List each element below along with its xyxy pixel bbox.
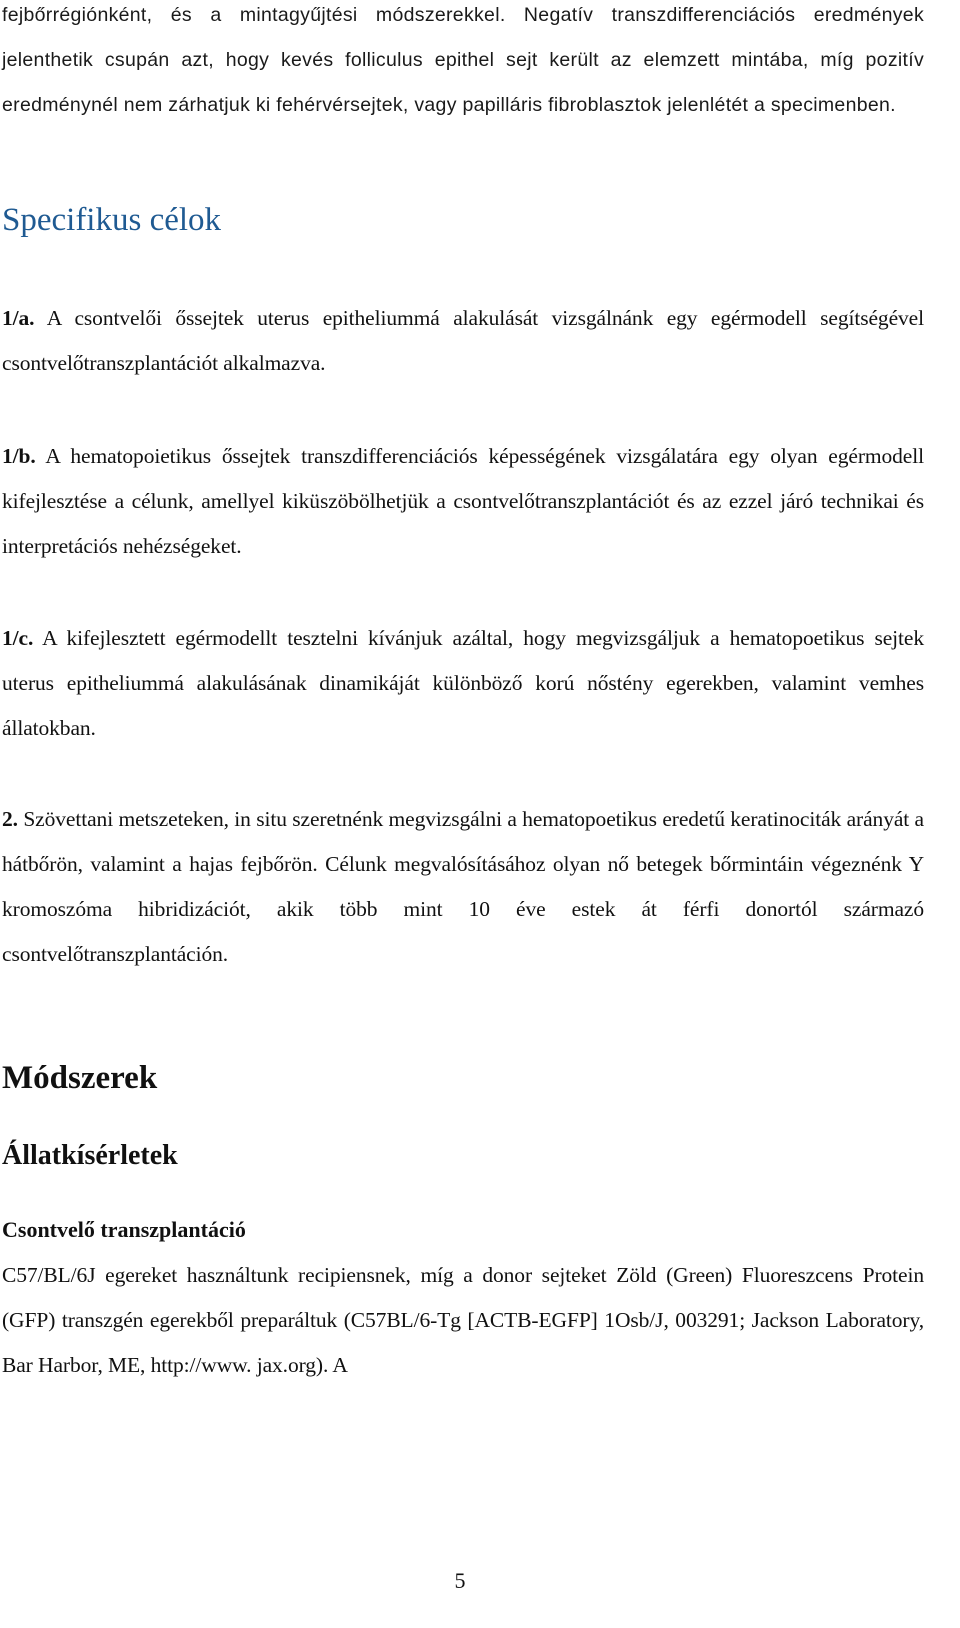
aim-2-paragraph bbox=[2, 797, 924, 977]
aim-2-text: Szövettani metszeteken, in situ szeretnénk megvizsgálni a hematopoetikus eredetű keratinociták arányát a hátbőrön, valamint a hajas fejbőrön. Célunk megvalósításához olyan nő betegek bőrmintáin végeznénk Y kromoszóma hibridizációt, akik több mint 10 éve estek át férfi donortól származó csontvelőtranszplantáción. bbox=[2, 807, 924, 966]
aim-1a-paragraph bbox=[2, 296, 924, 386]
page-number: 5 bbox=[454, 1568, 466, 1593]
aim-1c-paragraph bbox=[2, 616, 924, 751]
aim-2-label: 2. bbox=[2, 807, 18, 831]
aim-1b-text: A hematopoietikus őssejtek transzdifferenciációs képességének vizsgálatára egy olyan egérmodell kifejlesztése a célunk, amellyel kiküszöbölhetjük a csontvelőtranszplantációt és az ezzel járó technikai és interpretációs nehézségeket. bbox=[2, 444, 925, 558]
methods-heading: Módszerek bbox=[2, 1060, 158, 1096]
specific-aims-heading: Specifikus célok bbox=[2, 202, 222, 238]
methods-paragraph: C57/BL/6J egereket használtunk recipiensnek, míg a donor sejteket Zöld (Green) Fluoreszcens Protein (GFP) transzgén egerekből preparáltuk (C57BL/6-Tg [ACTB-EGFP] 1Osb/J, 003291; Jackson Laboratory, Bar Harbor, ME, http://www. jax.org). A bbox=[2, 1263, 924, 1377]
aim-1c-label: 1/c. bbox=[2, 626, 34, 650]
aim-1b-label: 1/b. bbox=[2, 444, 36, 468]
bone-marrow-transplant-heading: Csontvelő transzplantáció bbox=[2, 1217, 246, 1242]
intro-paragraph: fejbőrrégiónként, és a mintagyűjtési módszerekkel. Negatív transzdifferenciációs eredmények jelenthetik csupán azt, hogy kevés folliculus epithel sejt került az elemzett mintába, míg pozitív eredménynél nem zárhatjuk ki fehérvérsejtek, vagy papilláris fibroblasztok jelenlétét a specimenben. bbox=[2, 4, 924, 116]
aim-1a-text: A csontvelői őssejtek uterus epitheliummá alakulását vizsgálnánk egy egérmodell segítségével csontvelőtranszplantációt alkalmazva. bbox=[2, 306, 924, 375]
aim-1a-label: 1/a. bbox=[2, 306, 35, 330]
aim-1b-paragraph bbox=[2, 434, 924, 569]
animal-experiments-heading: Állatkísérletek bbox=[2, 1140, 178, 1171]
aim-1c-text: A kifejlesztett egérmodellt tesztelni kívánjuk azáltal, hogy megvizsgáljuk a hematopoetikus sejtek uterus epitheliummá alakulásának dinamikáját különböző korú nőstény egerekben, valamint vemhes állatokban. bbox=[2, 626, 925, 740]
